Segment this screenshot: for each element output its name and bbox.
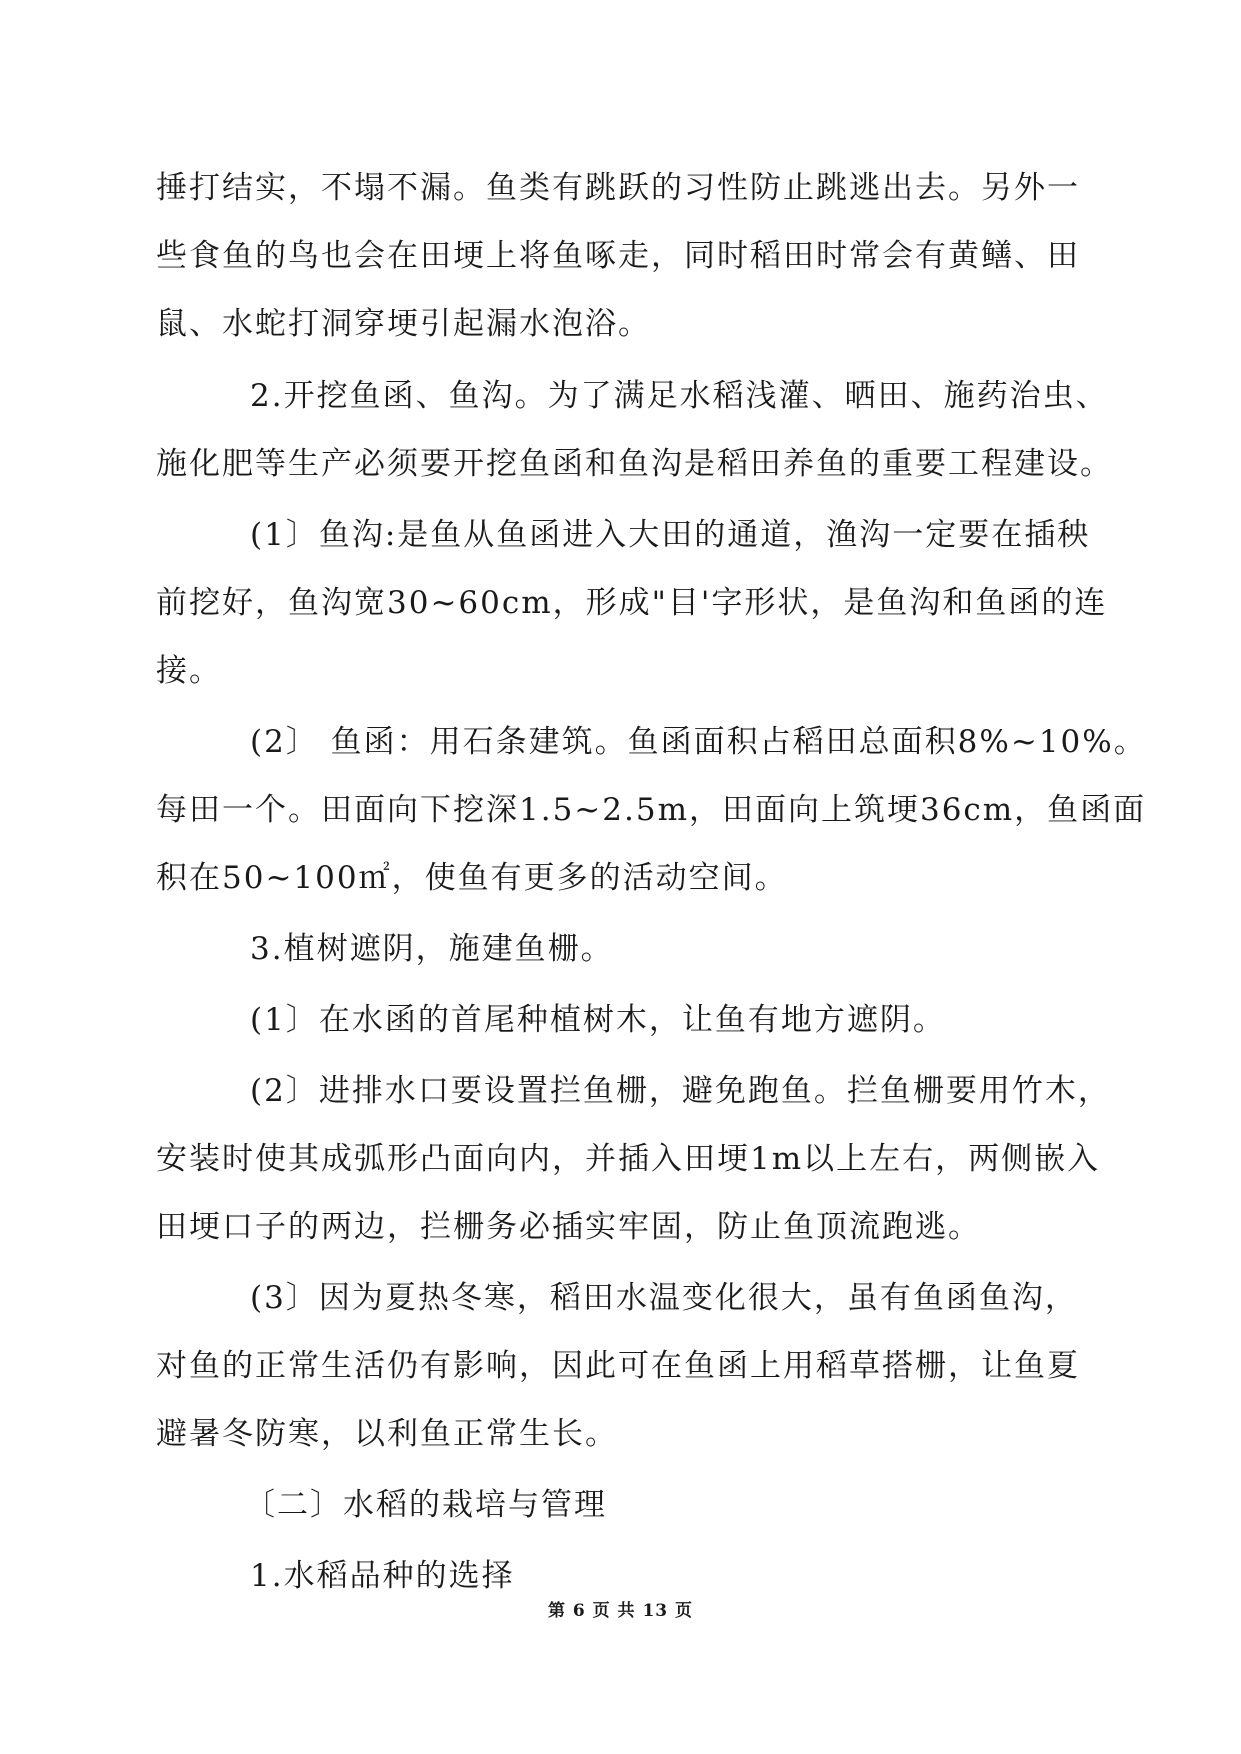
text-line: (3〕因为夏热冬寒，稻田水温变化很大，虽有鱼函鱼沟， <box>250 1280 1078 1316</box>
text-line: 捶打结实，不塌不漏。鱼类有跳跃的习性防止跳逃出去。另外一 <box>156 170 1080 206</box>
text-line: (2〕 鱼函：用石条建筑。鱼函面积占稻田总面积8%~10%。 <box>250 724 1147 760</box>
text-line: 施化肥等生产必须要开挖鱼函和鱼沟是稻田养鱼的重要工程建设。 <box>156 446 1113 482</box>
text-line: 安装时使其成弧形凸面向内，并插入田埂1m以上左右，两侧嵌入 <box>156 1141 1101 1177</box>
text-line: 前挖好，鱼沟宽30~60cm，形成"目'字形状，是鱼沟和鱼函的连 <box>156 585 1108 621</box>
text-line: 每田一个。田面向下挖深1.5~2.5m，田面向上筑埂36cm，鱼函面 <box>156 792 1147 828</box>
subsection-heading: 1.水稻品种的选择 <box>250 1558 515 1594</box>
page-number-footer: 第 6 页 共 13 页 <box>547 1601 694 1621</box>
text-line: (1〕鱼沟:是鱼从鱼函进入大田的通道，渔沟一定要在插秧 <box>250 517 1091 553</box>
section-heading: 〔二〕水稻的栽培与管理 <box>244 1487 607 1523</box>
text-line: 3.植树遮阴，施建鱼栅。 <box>250 931 614 967</box>
text-line: 鼠、水蛇打洞穿埂引起漏水泡浴。 <box>156 306 651 342</box>
text-line: (1〕在水函的首尾种植树木，让鱼有地方遮阴。 <box>250 1002 946 1038</box>
text-line: 些食鱼的鸟也会在田埂上将鱼啄走，同时稻田时常会有黄鳝、田 <box>156 238 1080 274</box>
text-line: (2〕进排水口要设置拦鱼栅，避免跑鱼。拦鱼栅要用竹木， <box>250 1073 1111 1109</box>
text-line: 2.开挖鱼函、鱼沟。为了满足水稻浅灌、晒田、施药治虫、 <box>250 378 1109 414</box>
text-line: 避暑冬防寒，以利鱼正常生长。 <box>156 1416 618 1452</box>
text-line: 接。 <box>156 653 222 689</box>
text-line: 对鱼的正常生活仍有影响，因此可在鱼函上用稻草搭栅，让鱼夏 <box>156 1348 1080 1384</box>
text-line: 田埂口子的两边，拦栅务必插实牢固，防止鱼顶流跑逃。 <box>156 1209 981 1245</box>
text-line: 积在50~100㎡，使鱼有更多的活动空间。 <box>156 860 788 896</box>
